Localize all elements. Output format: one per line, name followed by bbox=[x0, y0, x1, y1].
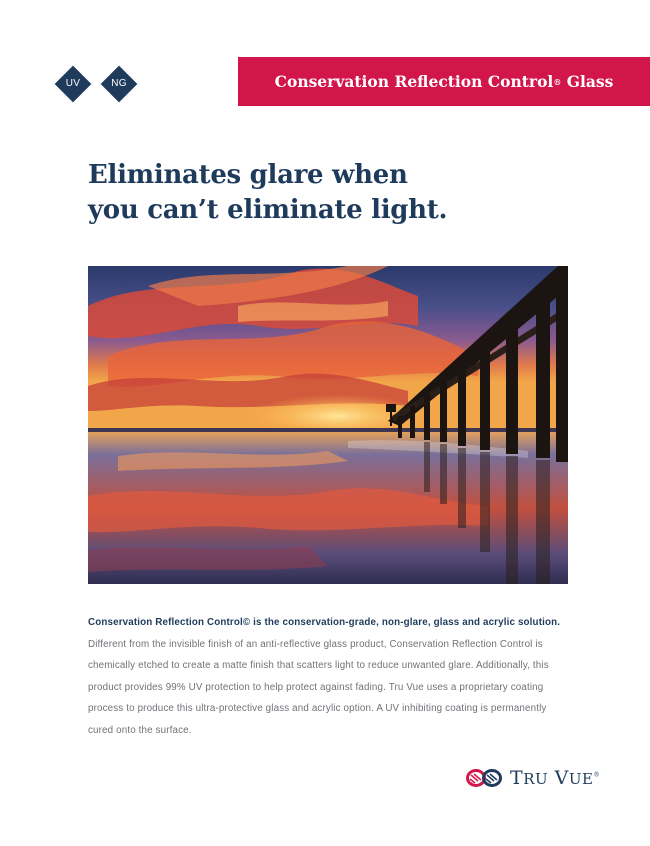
banner-title-end: Glass bbox=[561, 72, 614, 91]
description-paragraph bbox=[88, 612, 572, 742]
banner-title: Conservation Reflection Control bbox=[274, 72, 554, 91]
uv-badge-label: UV bbox=[65, 78, 81, 89]
registered-mark: ® bbox=[553, 76, 562, 87]
sunset-pier-photo bbox=[88, 266, 568, 584]
logo-wordmark: TRU VUE® bbox=[510, 767, 600, 789]
tru-vue-mark-icon bbox=[466, 768, 502, 788]
description-text: Different from the invisible finish of an anti-reflective glass product, Conservation Reflection Control is chemically etched to create a matte finish that scatters light to reduce unwanted glare. Additionally, this product provides 99% UV protection to help protect against fading. Tru Vue uses a proprietary coating process to produce this ultra-protective glass and acrylic option. A UV inhibiting coating is permanently cured onto the surface. bbox=[88, 638, 549, 736]
page-headline bbox=[88, 158, 588, 228]
product-title-banner bbox=[238, 57, 650, 106]
headline-line-1: Eliminates glare when bbox=[88, 160, 408, 190]
tru-vue-logo bbox=[466, 764, 600, 792]
description-lead: Conservation Reflection Control© is the conservation-grade, non-glare, glass and acrylic solution. bbox=[88, 617, 561, 628]
ng-badge-label: NG bbox=[111, 78, 127, 89]
ng-badge-icon bbox=[101, 66, 137, 102]
uv-badge-icon bbox=[55, 66, 91, 102]
headline-line-2: you can’t eliminate light. bbox=[88, 195, 448, 225]
